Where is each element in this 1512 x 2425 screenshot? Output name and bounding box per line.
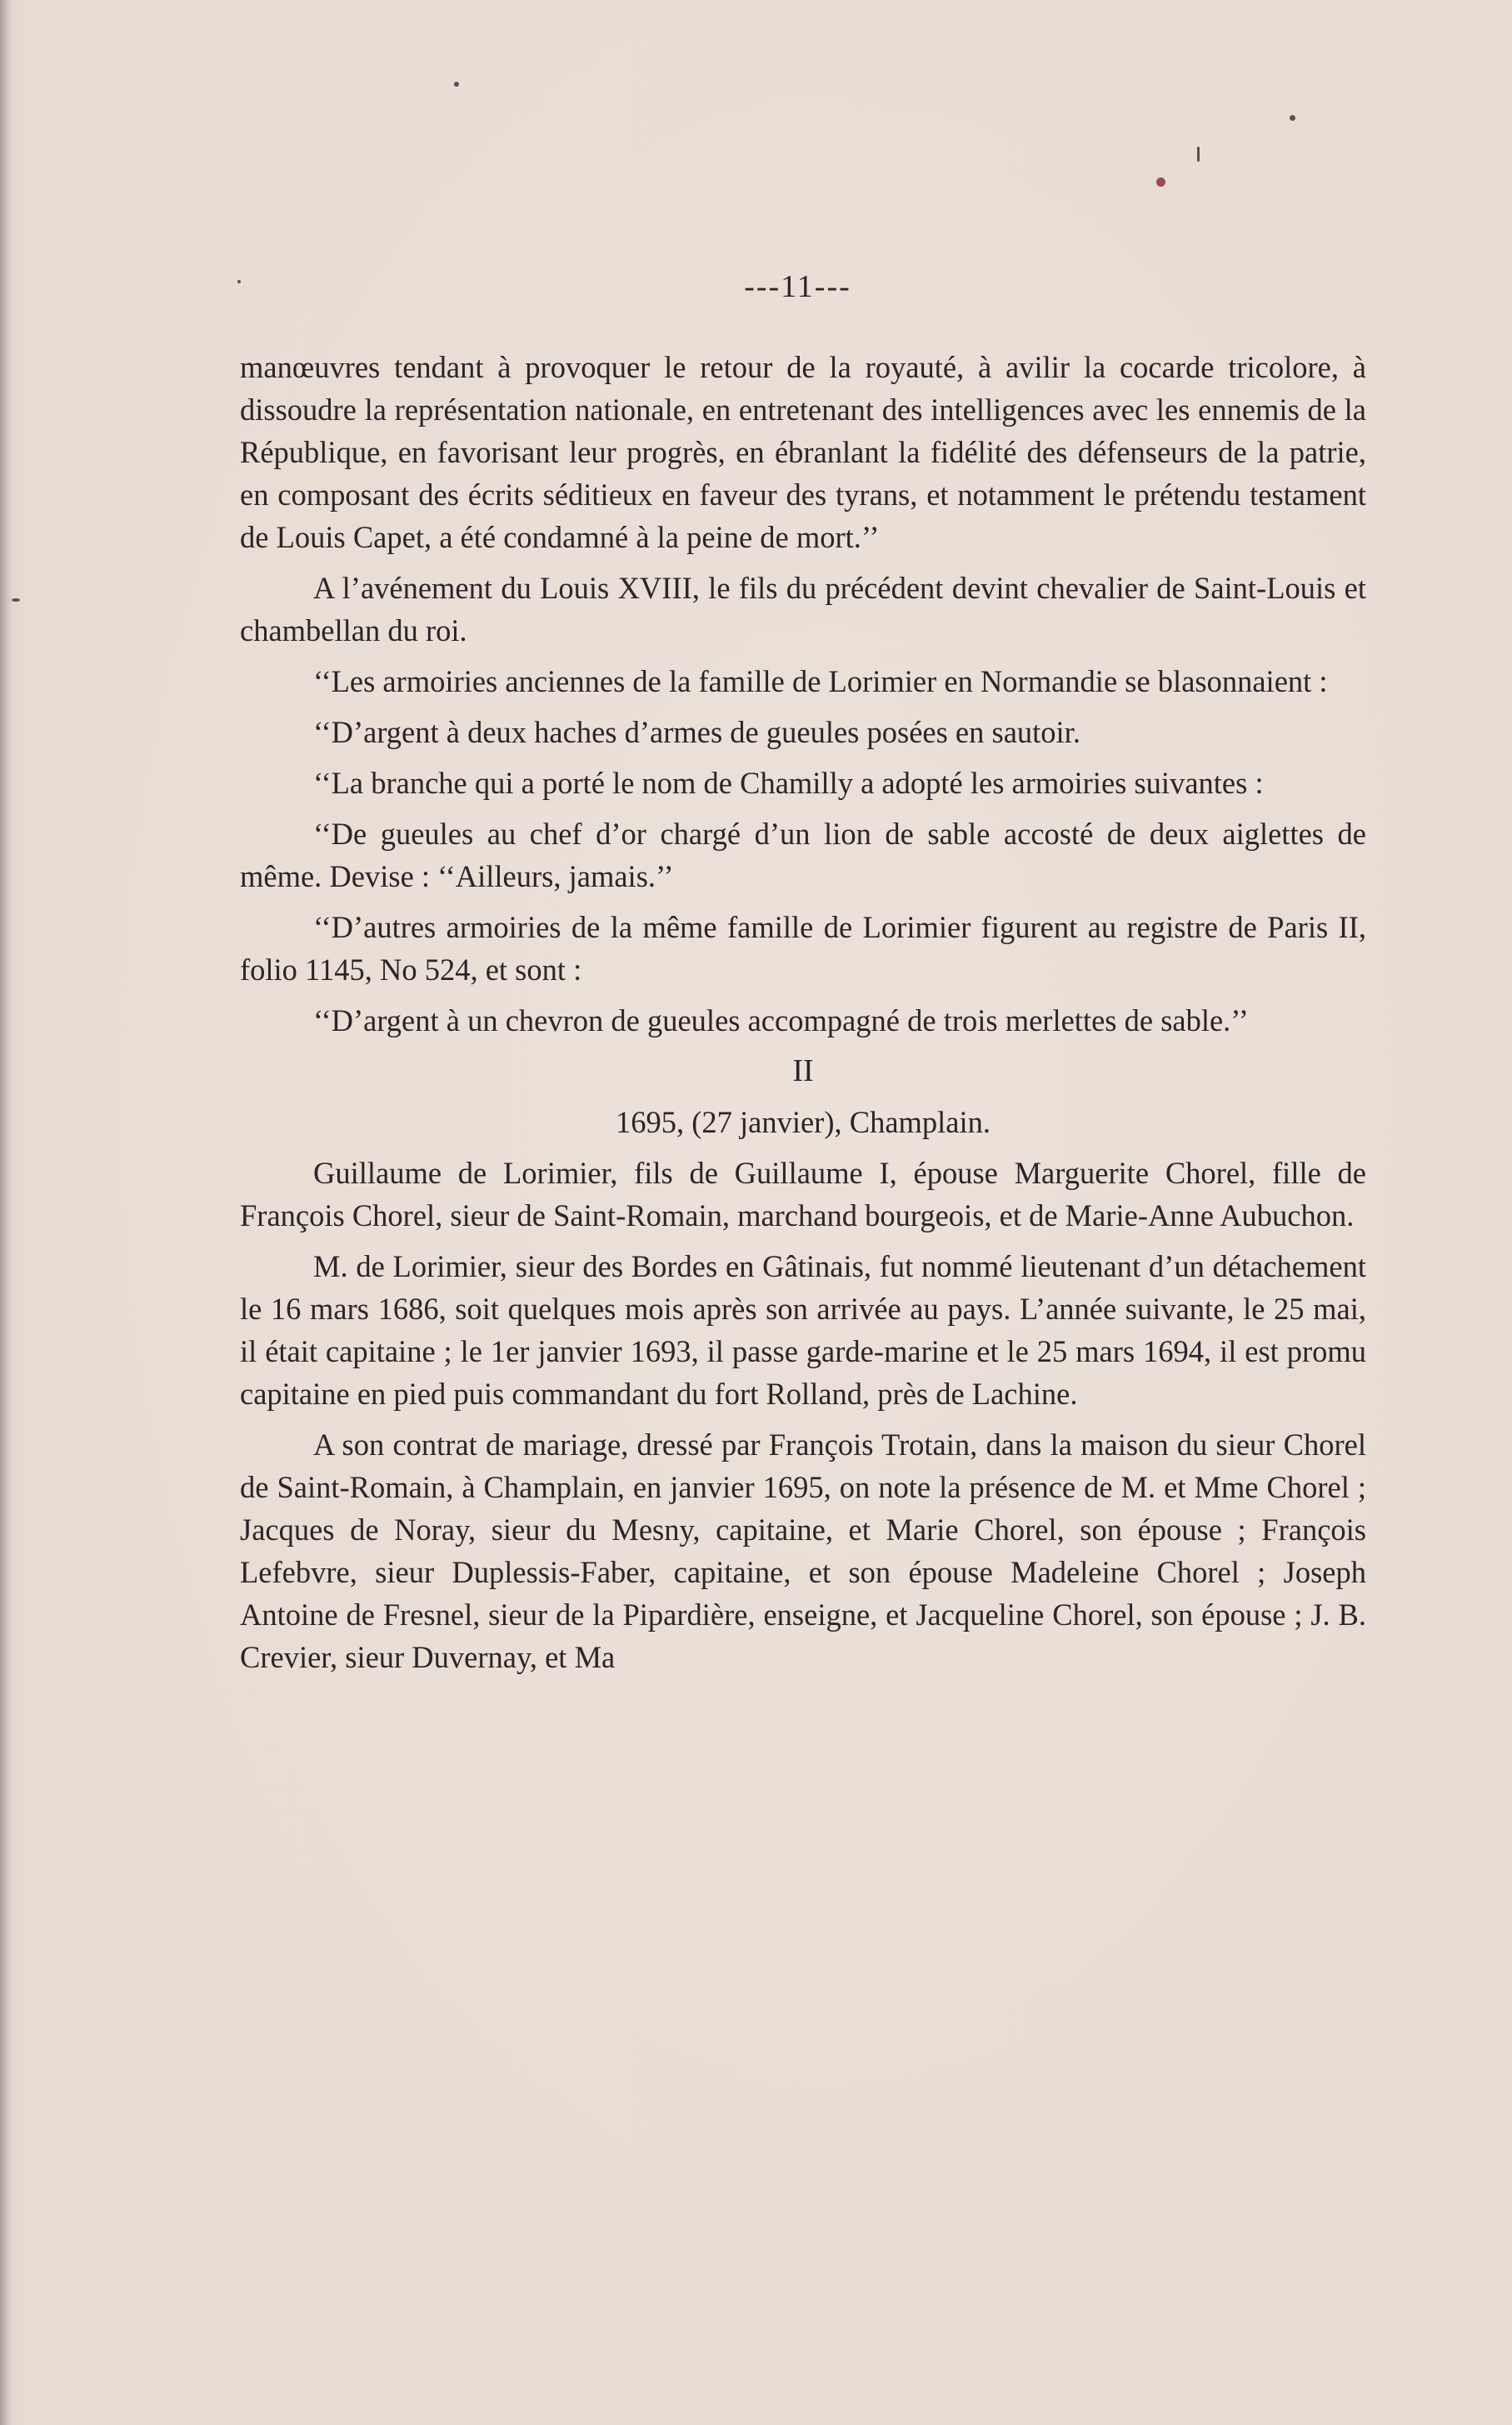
binding-shadow — [0, 0, 12, 2425]
body-text — [240, 346, 1366, 1687]
paragraph: ‘‘D’argent à un chevron de gueules accompagné de trois merlettes de sable.’’ — [313, 1003, 1249, 1038]
page-number: ---11--- — [744, 269, 851, 304]
paragraph: M. de Lorimier, sieur des Bordes en Gâtinais, fut nommé lieutenant d’un détachement le 16 mars 1686, soit quelques mois après son arrivée au pays. L’année suivante, le 25 mai, il était capitaine ; le 1er janvier 1693, il passe garde-marine et le 25 mars 1694, il est promu capitaine en pied puis commandant du fort Rolland, près de Lachine. — [240, 1249, 1366, 1411]
paper-speck — [1290, 115, 1295, 121]
paragraph: ‘‘D’argent à deux haches d’armes de gueules posées en sautoir. — [313, 715, 1080, 749]
paper-speck — [1156, 178, 1165, 187]
paragraph: A l’avénement du Louis XVIII, le fils du précédent devint chevalier de Saint-Louis et chambellan du roi. — [240, 571, 1366, 648]
paragraph: Guillaume de Lorimier, fils de Guillaume I, épouse Marguerite Chorel, fille de François Chorel, sieur de Saint-Romain, marchand bourgeois, et de Marie-Anne Aubuchon. — [240, 1156, 1366, 1232]
paper-speck — [1197, 147, 1200, 162]
section-number: II — [792, 1053, 814, 1088]
paragraph: ‘‘Les armoiries anciennes de la famille de Lorimier en Normandie se blasonnaient : — [313, 664, 1328, 698]
paper-speck — [12, 598, 20, 602]
paragraph: ‘‘D’autres armoiries de la même famille de Lorimier figurent au registre de Paris II, folio 1145, No 524, et sont : — [240, 910, 1366, 987]
paragraph: ‘‘De gueules au chef d’or chargé d’un lion de sable accosté de deux aiglettes de même. Devise : ‘‘Ailleurs, jamais.’’ — [240, 817, 1366, 893]
paragraph: ‘‘La branche qui a porté le nom de Chamilly a adopté les armoiries suivantes : — [313, 766, 1264, 800]
paragraph: manœuvres tendant à provoquer le retour de la royauté, à avilir la cocarde tricolore, à dissoudre la représentation nationale, en entretenant des intelligences avec les ennemis de la République, en favorisant leur progrès, en ébranlant la fidélité des défenseurs de la patrie, en composant des écrits séditieux en faveur des tyrans, et notamment le prétendu testament de Louis Capet, a été condamné à la peine de mort.’’ — [240, 350, 1366, 554]
section-heading: 1695, (27 janvier), Champlain. — [615, 1105, 991, 1139]
paper-speck — [454, 82, 459, 87]
paragraph: A son contrat de mariage, dressé par François Trotain, dans la maison du sieur Chorel de Saint-Romain, à Champlain, en janvier 1695, on note la présence de M. et Mme Chorel ; Jacques de Noray, sieur du Mesny, capitaine, et Marie Chorel, son épouse ; François Lefebvre, sieur Duplessis-Faber, capitaine, et son épouse Madeleine Chorel ; Joseph Antoine de Fresnel, sieur de la Pipardière, enseigne, et Jacqueline Chorel, son épouse ; J. B. Crevier, sieur Duvernay, et Ma — [240, 1428, 1366, 1674]
